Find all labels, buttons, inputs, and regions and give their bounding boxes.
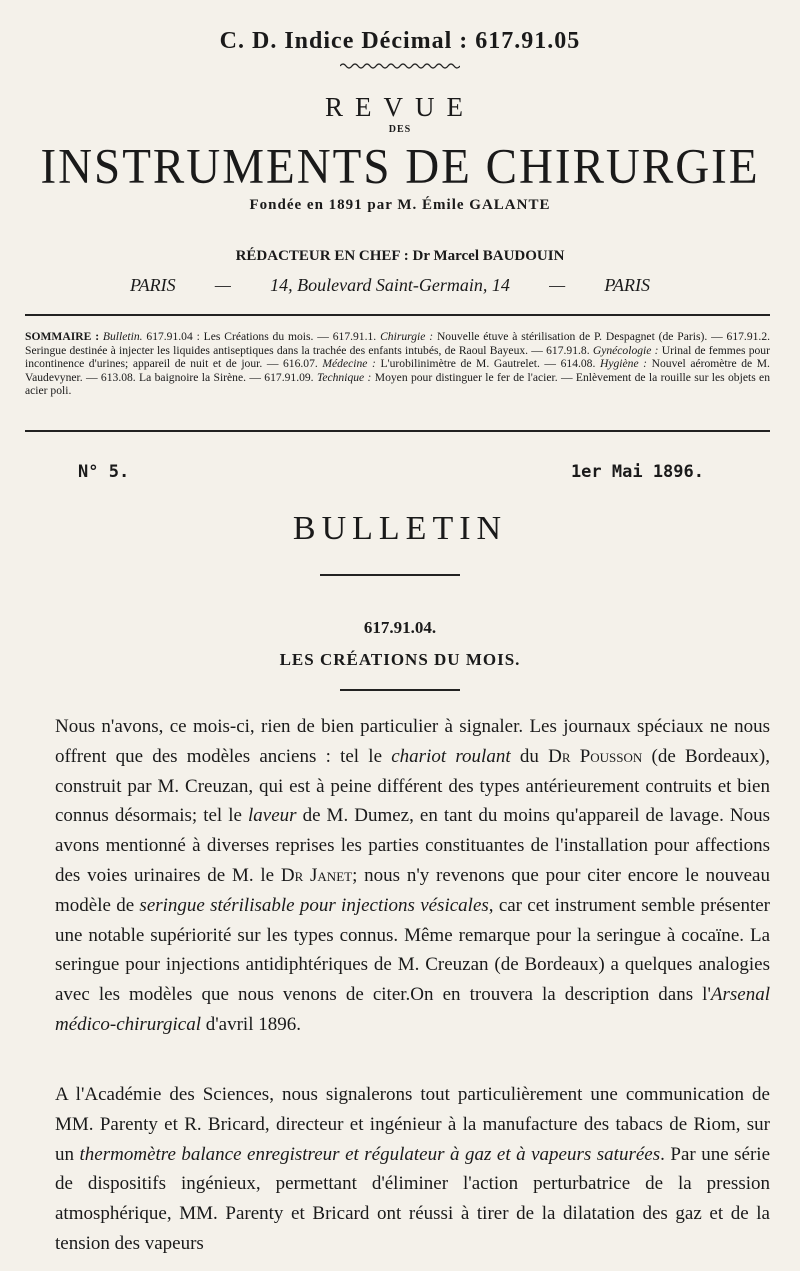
city-left: PARIS: [130, 275, 176, 295]
bulletin-rule: [320, 574, 460, 576]
article-paragraph-2: [55, 1080, 770, 1259]
street-address: 14, Boulevard Saint-Germain, 14: [270, 275, 510, 295]
text-run: (de Bordeaux), construit par M. Creuzan, qui est à peine différent des types antérieurement contruits et bien connus désormais; tel le: [55, 745, 770, 827]
summary-text: Urinal de femmes pour incontinence d'urines; appareil de nuit et de jour. — 616.07.: [25, 343, 770, 371]
text-run: A l'Académie des Sciences, nous signalerons tout particulièrement une communication de MM. Parenty et R. Bricard, directeur et ingénieur à la manufacture des tabacs de Riom, sur un: [55, 1084, 770, 1165]
top-divider: [25, 314, 770, 316]
dash-right: —: [549, 275, 566, 295]
summary-label: SOMMAIRE :: [25, 330, 100, 343]
summary-section: Hygiène :: [599, 357, 648, 371]
text-run: Nous n'avons, ce mois-ci, rien de bien particulier à signaler. Les journaux spéciaux ne nous offrent que des modèles anciens : tel le: [55, 716, 770, 767]
summary-text: L'urobilinimètre de M. Gautrelet. — 614.08.: [380, 357, 596, 371]
founded-line: Fondée en 1891 par M. Émile GALANTE: [249, 197, 551, 213]
summary-text: Moyen pour distinguer le fer de l'acier. — Enlèvement de la rouille sur les objets en acier poli.: [25, 370, 771, 398]
address-line: [130, 275, 650, 296]
text-run: d'avril 1896.: [200, 1013, 301, 1035]
section-code: 617.91.04.: [363, 618, 437, 637]
dash-left: —: [214, 275, 231, 295]
journal-title: INSTRUMENTS DE CHIRURGIE: [40, 139, 760, 195]
summary-text: 617.91.04 : Les Créations du mois. — 617.91.1.: [146, 330, 377, 343]
text-run: de M. Dumez, en tant du moins qu'appareil de lavage. Nous avons mentionné à diverses reprises les parties constituantes de l'installation pour affections des voies urinaires de M. le: [55, 805, 770, 886]
bulletin-heading: BULLETIN: [292, 510, 508, 547]
section-rule: [340, 689, 460, 691]
summary-section: Chirurgie :: [380, 330, 434, 343]
summary-section: Bulletin.: [102, 330, 143, 343]
summary-section: Médecine :: [322, 357, 376, 371]
summary-section: Technique :: [316, 370, 372, 384]
smallcaps-run: Dr Pousson: [548, 745, 643, 767]
summary-text: Nouvelle étuve à stérilisation de P. Despagnet (de Paris). — 617.91.2. Seringue destinée à injecter les liquides antiseptiques dans la trachée des enfants intubés, de Raoul Bayeux. — 617.91.8.: [25, 330, 771, 357]
smallcaps-run: Dr Janet: [280, 864, 353, 886]
italic-run: thermomètre balance enregistreur et régulateur à gaz et à vapeurs saturées: [79, 1143, 661, 1165]
italic-run: seringue stérilisable pour injections vésicales: [139, 894, 489, 916]
summary-divider: [25, 430, 770, 432]
journal-revue: REVUE: [325, 92, 475, 122]
journal-des: DES: [388, 124, 412, 135]
text-run: , car cet instrument semble présenter une notable supériorité sur les types connus. Même remarque pour la seringue à cocaïne. La seringue pour injections antidiphtériques de M. Creuzan (de Bordeaux) a quelques analogies avec les modèles que nous venons de citer.On en trouvera la description dans l': [55, 894, 770, 1006]
summary-text: Nouvel aéromètre de M. Vaudevyner. — 613.08. La baignoire la Sirène. — 617.91.09.: [25, 357, 770, 384]
italic-run: chariot roulant: [391, 745, 511, 767]
text-run: ; nous n'y revenons que pour citer encore le nouveau modèle de: [55, 864, 770, 916]
italic-run: laveur: [248, 805, 297, 827]
summary-section: Gynécologie :: [592, 343, 659, 357]
section-title: LES CRÉATIONS DU MOIS.: [279, 650, 521, 669]
summary-block: [25, 330, 770, 398]
wavy-ornament: [340, 62, 460, 70]
city-right: PARIS: [604, 275, 650, 295]
article-paragraph-1: [55, 712, 770, 1040]
italic-run: Arsenal médico-chirurgical: [55, 984, 770, 1035]
issue-number: N° 5.: [78, 462, 130, 482]
editor-line: RÉDACTEUR EN CHEF : Dr Marcel BAUDOUIN: [235, 248, 565, 264]
text-run: . Par une série de dispositifs ingénieux, permettant d'éliminer l'action perturbatrice de la pression atmosphérique, MM. Parenty et Bricard ont réussi à tirer de la dilatation des gaz et de la tension des vapeurs: [55, 1143, 771, 1254]
text-run: du: [510, 745, 549, 767]
issue-date: 1er Mai 1896.: [570, 462, 704, 482]
decimal-index: C. D. Indice Décimal : 617.91.05: [219, 28, 581, 54]
